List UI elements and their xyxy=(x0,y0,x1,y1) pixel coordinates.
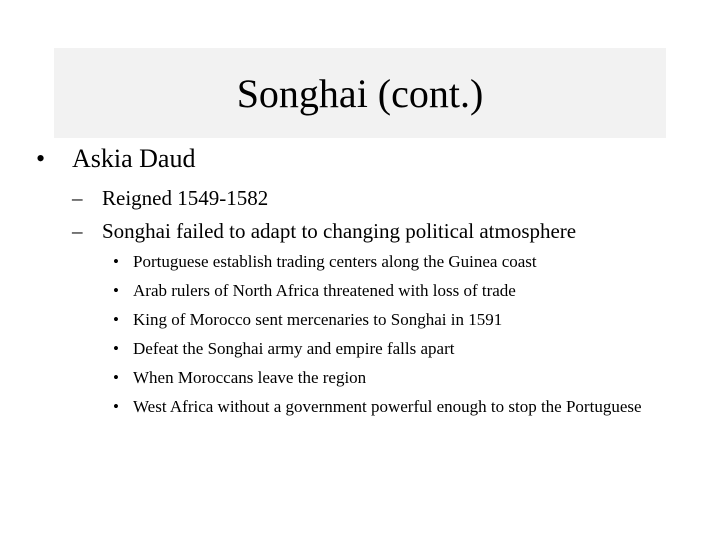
sub-bullet-text: Reigned 1549-1582 xyxy=(102,186,269,210)
detail-bullet-text: King of Morocco sent mercenaries to Songhai in 1591 xyxy=(133,310,503,329)
detail-bullet-text: Defeat the Songhai army and empire falls apart xyxy=(133,339,455,358)
bullet-icon: • xyxy=(113,252,119,271)
detail-bullet-text: West Africa without a government powerful enough to stop the Portuguese xyxy=(133,397,642,416)
detail-bullet-text: Portuguese establish trading centers along the Guinea coast xyxy=(133,252,537,271)
bullet-icon: • xyxy=(36,144,46,173)
detail-bullet-text: When Moroccans leave the region xyxy=(133,368,367,387)
title-banner xyxy=(54,48,666,138)
bullet-icon: • xyxy=(113,281,119,300)
dash-icon: – xyxy=(72,186,83,210)
bullet-icon: • xyxy=(113,397,119,416)
bullet-icon: • xyxy=(113,310,119,329)
detail-bullet-text: Arab rulers of North Africa threatened with loss of trade xyxy=(133,281,516,300)
main-bullet-text: Askia Daud xyxy=(72,144,196,173)
slide-title: Songhai (cont.) xyxy=(236,71,484,116)
bullet-icon: • xyxy=(113,339,119,358)
bullet-icon: • xyxy=(113,368,119,387)
sub-bullet-text: Songhai failed to adapt to changing political atmosphere xyxy=(102,219,577,243)
dash-icon: – xyxy=(72,219,83,243)
